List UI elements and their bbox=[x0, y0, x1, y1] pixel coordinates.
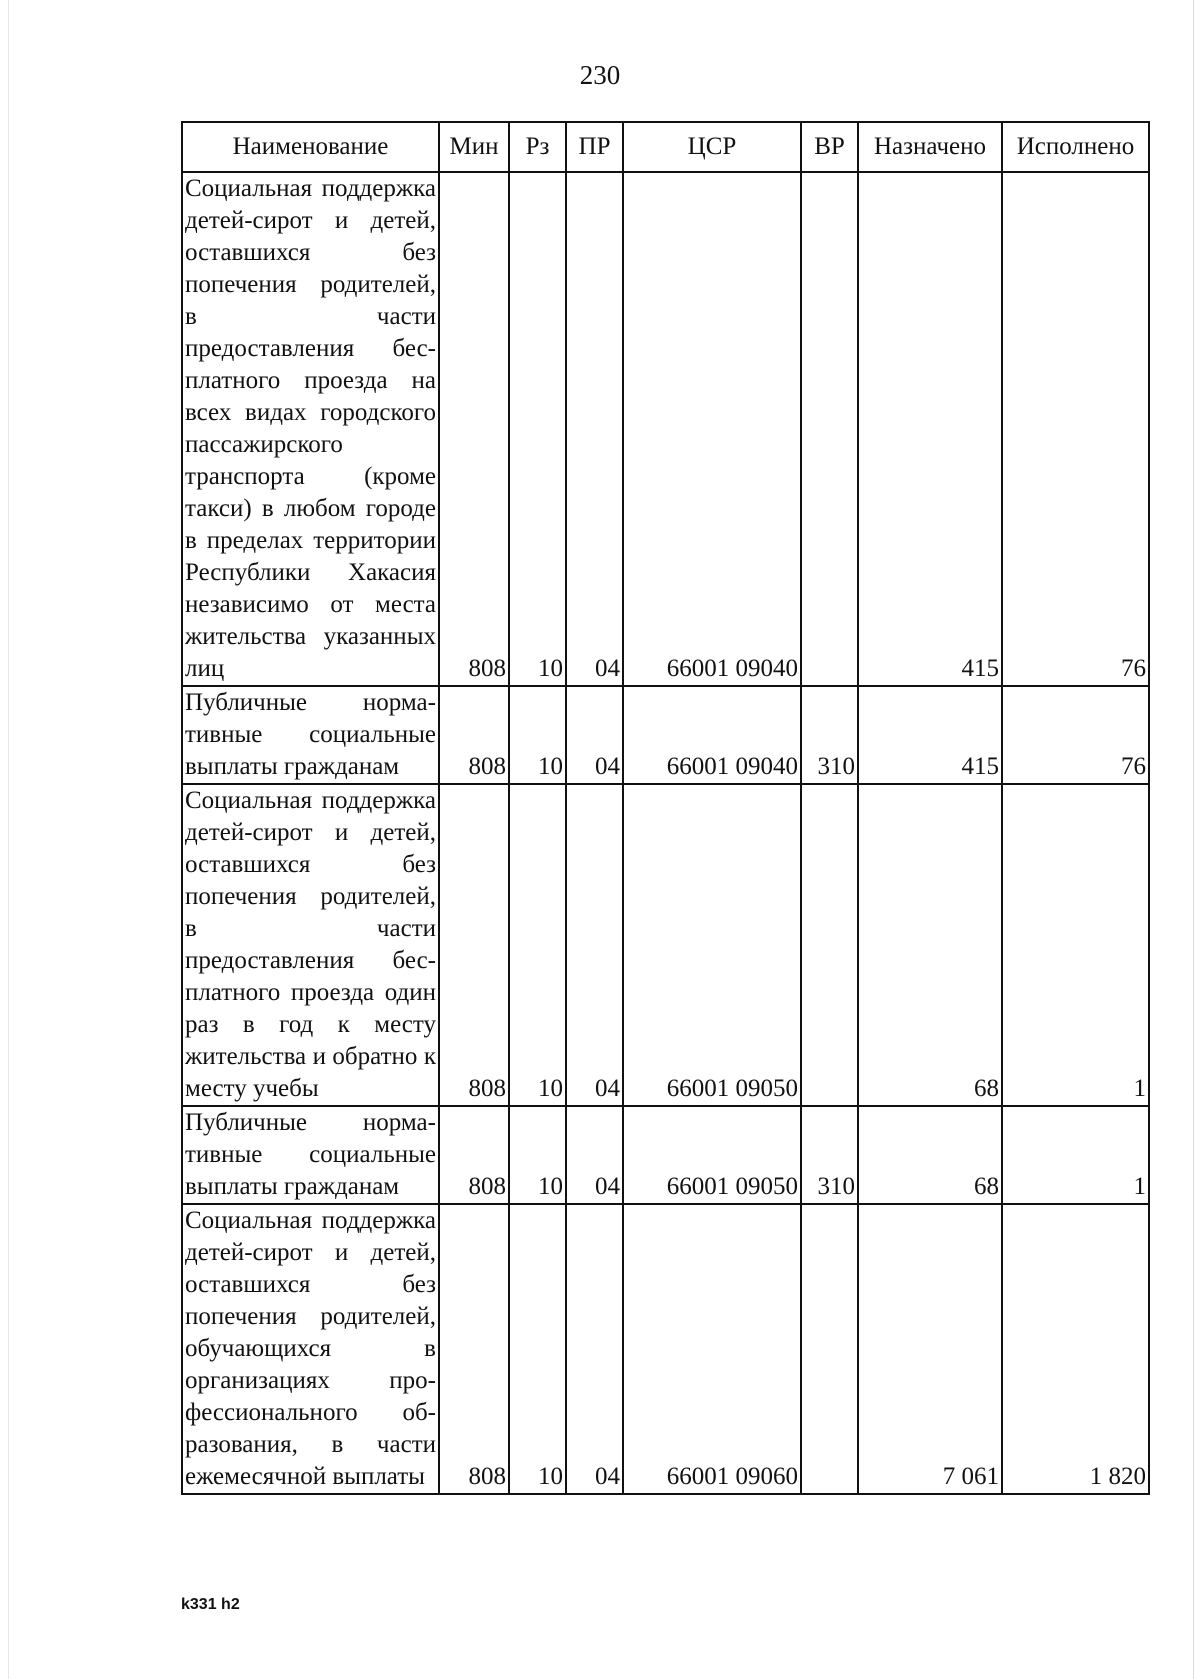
footer-code: k331 h2 bbox=[181, 1596, 240, 1613]
row-vr: 310 bbox=[801, 1106, 858, 1204]
row-rz: 10 bbox=[509, 686, 566, 784]
header-pr: ПР bbox=[566, 122, 623, 172]
row-name: Социальная поддержка детей-сирот и детей, оставшихся без попечения родителей, в части предоставления бесплатного проезда на всех видах городского пассажирского транспорта (кроме такси) в любом городе в пределах территории Республики Хакасия независимо от места жительства указанных лиц bbox=[182, 172, 439, 686]
table-row bbox=[182, 784, 1149, 1106]
row-vr bbox=[801, 172, 858, 686]
row-rz: 10 bbox=[509, 1204, 566, 1494]
row-vr bbox=[801, 1204, 858, 1494]
row-rz: 10 bbox=[509, 784, 566, 1106]
row-csr: 66001 09050 bbox=[623, 784, 801, 1106]
row-rz: 10 bbox=[509, 172, 566, 686]
row-assigned: 68 bbox=[858, 1106, 1002, 1204]
row-pr: 04 bbox=[566, 1204, 623, 1494]
table-row bbox=[182, 1106, 1149, 1204]
row-min: 808 bbox=[439, 784, 509, 1106]
row-executed: 1 820 bbox=[1002, 1204, 1149, 1494]
row-csr: 66001 09050 bbox=[623, 1106, 801, 1204]
row-min: 808 bbox=[439, 686, 509, 784]
page-number: 230 bbox=[579, 60, 621, 90]
row-pr: 04 bbox=[566, 1106, 623, 1204]
header-executed: Исполнено bbox=[1002, 122, 1149, 172]
table-row bbox=[182, 172, 1149, 686]
table-row bbox=[182, 1204, 1149, 1494]
row-min: 808 bbox=[439, 172, 509, 686]
row-executed: 1 bbox=[1002, 784, 1149, 1106]
row-pr: 04 bbox=[566, 686, 623, 784]
header-min: Мин bbox=[439, 122, 509, 172]
row-assigned: 415 bbox=[858, 172, 1002, 686]
row-pr: 04 bbox=[566, 172, 623, 686]
row-pr: 04 bbox=[566, 784, 623, 1106]
table-header-row bbox=[182, 122, 1149, 172]
header-csr: ЦСР bbox=[623, 122, 801, 172]
row-executed: 76 bbox=[1002, 686, 1149, 784]
row-name: Публичные нормативные социальные выплаты гражданам bbox=[182, 686, 439, 784]
row-assigned: 415 bbox=[858, 686, 1002, 784]
row-name: Публичные нормативные социальные выплаты гражданам bbox=[182, 1106, 439, 1204]
row-csr: 66001 09040 bbox=[623, 686, 801, 784]
scan-edge-left bbox=[8, 0, 9, 1679]
row-executed: 76 bbox=[1002, 172, 1149, 686]
row-name: Социальная поддержка детей-сирот и детей, оставшихся без попечения родителей, обучающихся в организациях профессионального образования, в части ежемесячной выплаты bbox=[182, 1204, 439, 1494]
row-min: 808 bbox=[439, 1204, 509, 1494]
row-csr: 66001 09040 bbox=[623, 172, 801, 686]
row-name: Социальная поддержка детей-сирот и детей, оставшихся без попечения родителей, в части предоставления бесплатного проезда один раз в год к месту жительства и обратно к месту учебы bbox=[182, 784, 439, 1106]
row-assigned: 7 061 bbox=[858, 1204, 1002, 1494]
header-assigned: Назначено bbox=[858, 122, 1002, 172]
row-executed: 1 bbox=[1002, 1106, 1149, 1204]
row-vr bbox=[801, 784, 858, 1106]
row-rz: 10 bbox=[509, 1106, 566, 1204]
header-name: Наименование bbox=[182, 122, 439, 172]
row-csr: 66001 09060 bbox=[623, 1204, 801, 1494]
row-min: 808 bbox=[439, 1106, 509, 1204]
header-rz: Рз bbox=[509, 122, 566, 172]
budget-table bbox=[181, 121, 1150, 1495]
table-row bbox=[182, 686, 1149, 784]
scan-edge-right bbox=[1193, 0, 1194, 1679]
header-vr: ВР bbox=[801, 122, 858, 172]
row-assigned: 68 bbox=[858, 784, 1002, 1106]
row-vr: 310 bbox=[801, 686, 858, 784]
